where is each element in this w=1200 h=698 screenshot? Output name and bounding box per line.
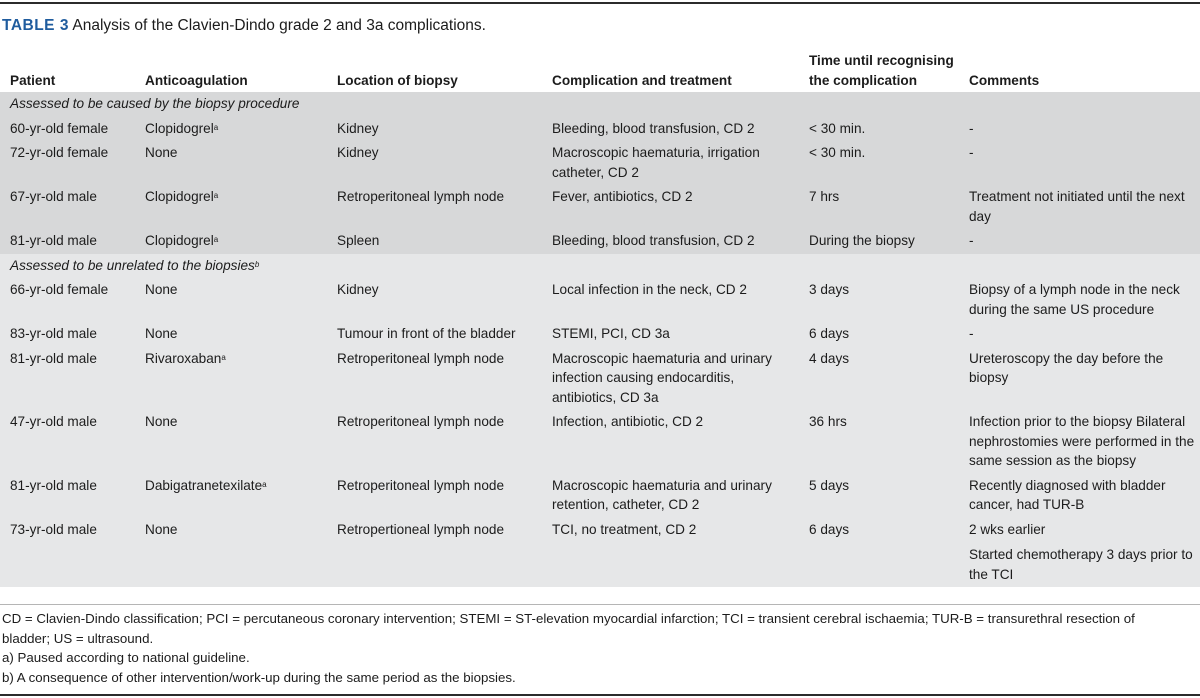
cell-comments: -	[969, 145, 974, 160]
cell-time: 5 days	[809, 477, 850, 493]
section-row	[0, 92, 1200, 117]
cell-comments: Ureteroscopy the day before the biopsy	[969, 350, 1164, 385]
footnote-b: b) A consequence of other intervention/work-up during the same period as the biopsies.	[2, 669, 516, 685]
cell-patient: 60-yr-old female	[10, 120, 109, 136]
group-unrelated-to-biopsy	[0, 254, 1200, 588]
col-header-time	[799, 48, 959, 92]
cell-patient: 47-yr-old male	[10, 414, 97, 429]
cell-complication: Bleeding, blood transfusion, CD 2	[552, 120, 755, 136]
cell-location: Retroperitoneal lymph node	[337, 350, 505, 366]
cell-time: 36 hrs	[809, 414, 847, 429]
table-caption	[2, 16, 486, 36]
footnote-a: a) Paused according to national guideline.	[2, 650, 250, 665]
cell-patient: 81-yr-old male	[10, 350, 97, 366]
table-row	[0, 229, 1200, 254]
cell-time: 3 days	[809, 282, 850, 297]
anticoag-text: None	[145, 282, 178, 297]
section-title	[0, 92, 1200, 117]
cell-anticoagulation	[135, 185, 327, 229]
footnote-abbreviations: CD = Clavien-Dindo classification; PCI = percutaneous coronary intervention; STEMI = ST-elevation myocardial infarction; TCI = transient cerebral ischaemia; TUR-B = transurethral resection of bladder; US = ultrasound.	[2, 611, 1135, 646]
table-header-row	[0, 48, 1200, 92]
section-title-footnote-mark: b	[254, 259, 260, 269]
anticoag-text: Clopidogrel	[145, 233, 214, 248]
anticoag-text: None	[145, 326, 178, 341]
cell-anticoagulation	[135, 278, 327, 322]
table-label: TABLE 3	[2, 17, 69, 34]
cell-time: < 30 min.	[809, 120, 866, 136]
cell-time: During the biopsy	[809, 233, 915, 248]
cell-comments: Recently diagnosed with bladder cancer, had TUR-B	[969, 477, 1166, 512]
cell-patient: 72-yr-old female	[10, 145, 109, 160]
cell-complication: Local infection in the neck, CD 2	[552, 282, 747, 297]
cell-complication: Macroscopic haematuria and urinary infection causing endocarditis, antibiotics, CD 3a	[552, 350, 772, 405]
cell-patient: 67-yr-old male	[10, 189, 97, 204]
cell-location: Retroperitoneal lymph node	[337, 189, 505, 204]
cell-anticoagulation	[135, 117, 327, 142]
cell-patient: 73-yr-old male	[10, 521, 97, 537]
section-row	[0, 254, 1200, 279]
footnote-mark: a	[213, 235, 219, 244]
col-header-anticoagulation: Anticoagulation	[145, 73, 248, 88]
section-title	[0, 254, 1200, 279]
top-rule	[0, 2, 1200, 4]
cell-time: 7 hrs	[809, 189, 840, 204]
section-title-text: Assessed to be caused by the biopsy procedure	[10, 96, 300, 111]
cell-location: Spleen	[337, 233, 380, 248]
cell-time: < 30 min.	[809, 145, 866, 160]
cell-complication: TCI, no treatment, CD 2	[552, 521, 697, 537]
cell-comments: Biopsy of a lymph node in the neck during the same US procedure	[969, 282, 1180, 317]
anticoag-text: None	[145, 145, 178, 160]
cell-complication: Bleeding, blood transfusion, CD 2	[552, 233, 755, 248]
cell-anticoagulation	[135, 474, 327, 518]
footnote-mark: a	[213, 191, 219, 200]
cell-patient: 66-yr-old female	[10, 282, 109, 297]
cell-location: Tumour in front of the bladder	[337, 326, 516, 341]
cell-complication: Macroscopic haematuria, irrigation catheter, CD 2	[552, 145, 760, 180]
cell-complication: Infection, antibiotic, CD 2	[552, 414, 704, 429]
cell-complication: Macroscopic haematuria and urinary retention, catheter, CD 2	[552, 477, 772, 512]
col-header-patient: Patient	[10, 73, 56, 88]
table-row	[0, 347, 1200, 411]
cell-comments: -	[969, 120, 974, 136]
comment-line: 2 wks earlier	[969, 521, 1046, 537]
cell-anticoagulation	[135, 347, 327, 411]
cell-comments: Treatment not initiated until the next day	[969, 189, 1185, 224]
cell-time: 6 days	[809, 326, 850, 341]
complications-table	[0, 48, 1200, 587]
col-header-time-line2: the complication	[809, 73, 918, 88]
cell-anticoagulation	[135, 410, 327, 474]
group-caused-by-biopsy	[0, 92, 1200, 254]
cell-time: 6 days	[809, 521, 850, 537]
section-title-text: Assessed to be unrelated to the biopsies	[10, 257, 255, 273]
anticoag-text: Clopidogrel	[145, 120, 214, 136]
cell-location: Retroperitoneal lymph node	[337, 477, 505, 493]
cell-comments: -	[969, 326, 974, 341]
anticoag-text: None	[145, 521, 178, 537]
bottom-rule	[0, 694, 1200, 696]
cell-comments	[959, 518, 1200, 588]
cell-location: Kidney	[337, 145, 379, 160]
cell-time: 4 days	[809, 350, 850, 366]
footnote-mark: a	[221, 352, 226, 362]
cell-comments: Infection prior to the biopsy Bilateral nephrostomies were performed in the same session as the biopsy	[969, 414, 1195, 468]
table-row	[0, 410, 1200, 474]
cell-patient: 81-yr-old male	[10, 477, 97, 493]
table-row	[0, 141, 1200, 185]
footnote-mark: a	[213, 122, 219, 132]
anticoag-text: Rivaroxaban	[145, 350, 222, 366]
cell-anticoagulation	[135, 322, 327, 347]
table-row	[0, 474, 1200, 518]
cell-anticoagulation	[135, 141, 327, 185]
table-row	[0, 518, 1200, 588]
table-title: Analysis of the Clavien-Dindo grade 2 and 3a complications.	[72, 17, 486, 34]
table-row	[0, 117, 1200, 142]
cell-complication: Fever, antibiotics, CD 2	[552, 189, 693, 204]
table-row	[0, 278, 1200, 322]
table-row	[0, 185, 1200, 229]
col-header-complication: Complication and treatment	[552, 73, 732, 88]
cell-location: Kidney	[337, 120, 379, 136]
table-row	[0, 322, 1200, 347]
anticoag-text: Clopidogrel	[145, 189, 214, 204]
comment-line-extra: Started chemotherapy 3 days prior to the TCI	[969, 547, 1193, 582]
col-header-time-line1: Time until recognising	[809, 53, 954, 68]
footnote-mark: a	[262, 479, 267, 489]
cell-anticoagulation	[135, 229, 327, 254]
table-footnotes	[0, 604, 1200, 687]
cell-location: Retroperitoneal lymph node	[337, 414, 505, 429]
col-header-location: Location of biopsy	[337, 73, 458, 88]
cell-location: Retropertioneal lymph node	[337, 521, 505, 537]
cell-location: Kidney	[337, 282, 379, 297]
cell-patient: 81-yr-old male	[10, 233, 97, 248]
cell-complication: STEMI, PCI, CD 3a	[552, 326, 670, 341]
cell-anticoagulation	[135, 518, 327, 588]
anticoag-text: None	[145, 414, 178, 429]
col-header-comments: Comments	[969, 73, 1040, 88]
anticoag-text: Dabigatranetexilate	[145, 477, 263, 493]
cell-comments: -	[969, 233, 974, 248]
cell-patient: 83-yr-old male	[10, 326, 97, 341]
